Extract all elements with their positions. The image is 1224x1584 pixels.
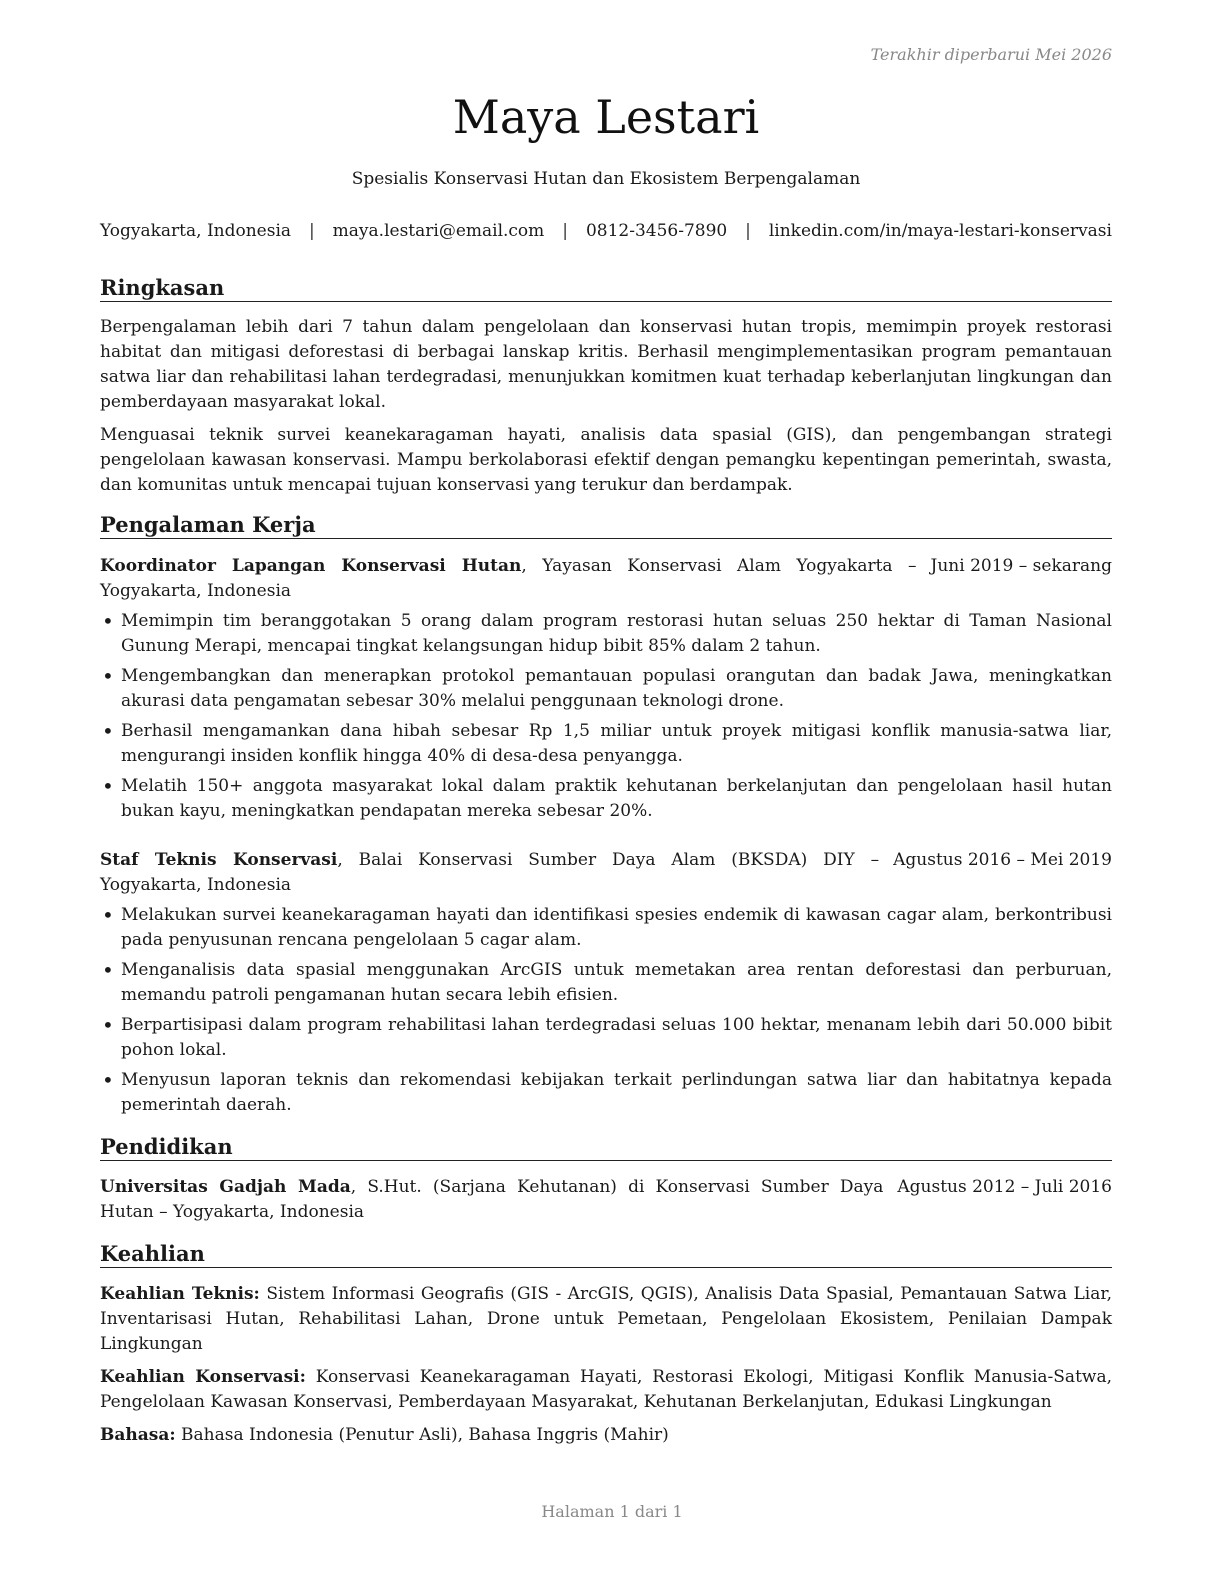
contact-linkedin[interactable]: linkedin.com/in/maya-lestari-konservasi [768,221,1112,241]
skill-row [100,1423,1112,1448]
section-title-education: Pendidikan [100,1134,1112,1161]
job-bullet: • Memimpin tim beranggotakan 5 orang dalam program restorasi hutan seluas 250 hektar di Taman Nasional Gunung Merapi, mencapai tingkat kelangsungan hidup bibit 85% dalam 2 tahun. [100,609,1112,659]
contact-line [100,220,1112,242]
skill-value: Bahasa Indonesia (Penutur Asli), Bahasa Inggris (Mahir) [175,1425,669,1445]
job-bullet: • Menyusun laporan teknis dan rekomendasi kebijakan terkait perlindungan satwa liar dan habitatnya kepada pemerintah daerah. [100,1068,1112,1118]
contact-separator: | [562,221,568,241]
job-dates: Agustus 2016 – Mei 2019 [893,850,1112,870]
page-number: Halaman 1 dari 1 [541,1502,683,1521]
section-title-summary: Ringkasan [100,275,1112,302]
job-bullet: • Melakukan survei keanekaragaman hayati dan identifikasi spesies endemik di kawasan cagar alam, berkontribusi pada penyusunan rencana pengelolaan 5 cagar alam. [100,903,1112,953]
education-line [100,1175,897,1225]
skill-label: Keahlian Teknis: [100,1284,260,1304]
job-dates: Juni 2019 – sekarang [930,556,1112,576]
contact-email[interactable]: maya.lestari@email.com [332,221,545,241]
job-bullet-list [100,609,1112,824]
job-bullet: • Melatih 150+ anggota masyarakat lokal dalam praktik kehutanan berkelanjutan dan pengelolaan hasil hutan bukan kayu, meningkatkan pendapatan mereka sebesar 20%. [100,774,1112,824]
job-title-line [100,554,931,604]
candidate-headline: Spesialis Konservasi Hutan dan Ekosistem Berpengalaman [351,169,861,189]
contact-separator: | [308,221,315,241]
education-detail: , S.Hut. (Sarjana Kehutanan) di Konservasi Sumber Daya Hutan – Yogyakarta, Indonesia [100,1177,884,1222]
job-title-line [100,848,893,898]
job-header [100,554,1112,604]
job-role: Koordinator Lapangan Konservasi Hutan [100,556,522,576]
education-school: Universitas Gadjah Mada [100,1177,351,1197]
section-title-skills: Keahlian [100,1241,1112,1268]
job-organization: , Yayasan Konservasi Alam Yogyakarta – Yogyakarta, Indonesia [100,556,917,601]
contact-phone: 0812-3456-7890 [585,221,728,241]
summary-paragraph: Menguasai teknik survei keanekaragaman hayati, analisis data spasial (GIS), dan pengembangan strategi pengelolaan kawasan konservasi. Mampu berkolaborasi efektif dengan pemangku kepentingan pemerintah, swasta, dan komunitas untuk mencapai tujuan konservasi yang terukur dan berdampak. [100,425,1112,495]
job-bullet-list [100,903,1112,1118]
job-bullet: • Mengembangkan dan menerapkan protokol pemantauan populasi orangutan dan badak Jawa, meningkatkan akurasi data pengamatan sebesar 30% melalui penggunaan teknologi drone. [100,664,1112,714]
job-entry [100,848,1112,1118]
contact-location: Yogyakarta, Indonesia [100,221,292,241]
job-entry [100,554,1112,824]
education-dates: Agustus 2012 – Juli 2016 [897,1177,1112,1197]
skill-row [100,1365,1112,1415]
skill-label: Bahasa: [100,1425,176,1445]
job-role: Staf Teknis Konservasi [100,850,338,870]
skill-value: Sistem Informasi Geografis (GIS - ArcGIS, QGIS), Analisis Data Spasial, Pemantauan Satwa Liar, Inventarisasi Hutan, Rehabilitasi Lahan, Drone untuk Pemetaan, Pengelolaan Ekosistem, Penilaian Dampak Lingkungan [100,1284,1112,1354]
job-bullet: • Berpartisipasi dalam program rehabilitasi lahan terdegradasi seluas 100 hektar, menanam lebih dari 50.000 bibit pohon lokal. [100,1013,1112,1063]
skill-value: Konservasi Keanekaragaman Hayati, Restorasi Ekologi, Mitigasi Konflik Manusia-Satwa, Pengelolaan Kawasan Konservasi, Pemberdayaan Masyarakat, Kehutanan Berkelanjutan, Edukasi Lingkungan [100,1367,1112,1412]
skill-label: Keahlian Konservasi: [100,1367,306,1387]
contact-separator: | [745,221,751,241]
job-organization: , Balai Konservasi Sumber Daya Alam (BKSDA) DIY – Yogyakarta, Indonesia [100,850,880,895]
summary-paragraph: Berpengalaman lebih dari 7 tahun dalam pengelolaan dan konservasi hutan tropis, memimpin proyek restorasi habitat dan mitigasi deforestasi di berbagai lanskap kritis. Berhasil mengimplementasikan program pemantauan satwa liar dan rehabilitasi lahan terdegradasi, menunjukkan komitmen kuat terhadap keberlanjutan lingkungan dan pemberdayaan masyarakat lokal. [100,317,1112,412]
section-title-experience: Pengalaman Kerja [100,512,1112,539]
job-header [100,848,1112,898]
candidate-name: Maya Lestari [452,90,760,144]
job-bullet: • Menganalisis data spasial menggunakan ArcGIS untuk memetakan area rentan deforestasi dan perburuan, memandu patroli pengamanan hutan secara lebih efisien. [100,958,1112,1008]
skill-row [100,1282,1112,1357]
job-bullet: • Berhasil mengamankan dana hibah sebesar Rp 1,5 miliar untuk proyek mitigasi konflik manusia-satwa liar, mengurangi insiden konflik hingga 40% di desa-desa penyangga. [100,719,1112,769]
last-updated-note: Terakhir diperbarui Mei 2026 [870,45,1112,64]
education-entry [100,1175,1112,1225]
